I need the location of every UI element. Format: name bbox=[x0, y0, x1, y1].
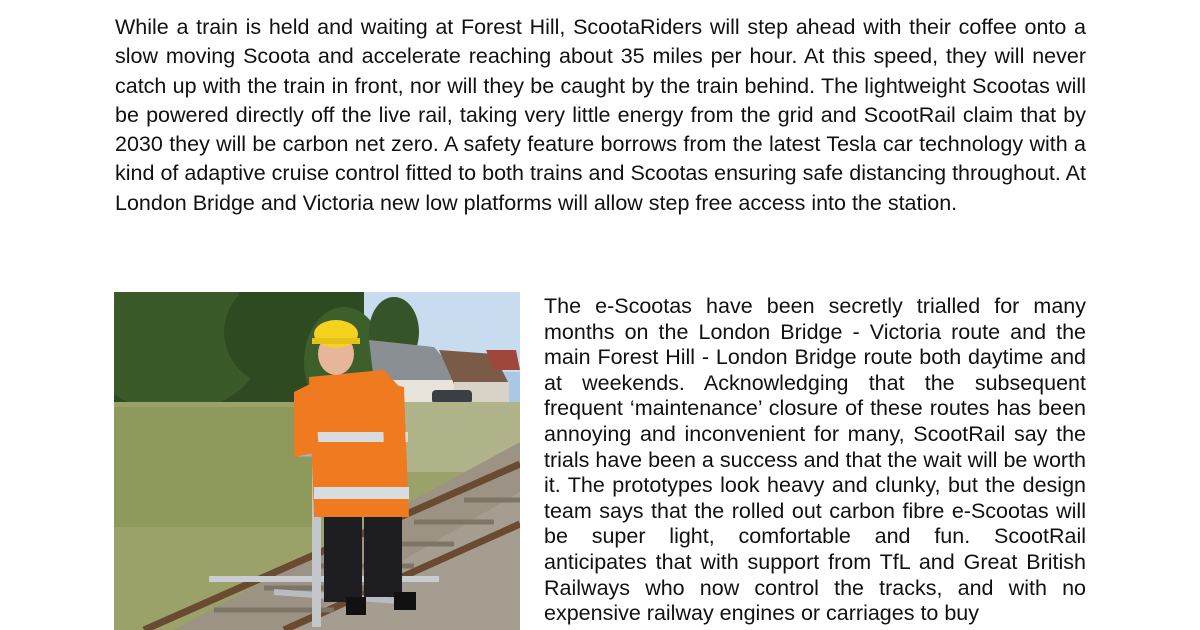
article-paragraph-trials: The e-Scootas have been secretly trialled for many months on the London Bridge - Victoria route and the main Forest Hill - London Bridge route both daytime and at weekends. Acknowledging that the subsequent frequent ‘maintenance’ closure of these routes has been annoying and inconvenient for many, ScootRail say the trials have been a success and that the wait will be worth it. The prototypes look heavy and clunky, but the design team says that the rolled out carbon fibre e-Scootas will be super light, comfortable and fun. ScootRail anticipates that with support from TfL and Great British Railways who now control the tracks, and with no expensive railway engines or carriages to buy bbox=[544, 294, 1086, 626]
article-paragraph-intro: While a train is held and waiting at Forest Hill, ScootaRiders will step ahead with their coffee onto a slow moving Scoota and accelerate reaching about 35 miles per hour. At this speed, they will never catch up with the train in front, nor will they be caught by the train behind. The lightweight Scootas will be powered directly off the live rail, taking very little energy from the grid and ScootRail claim that by 2030 they will be carbon net zero. A safety feature borrows from the latest Tesla car technology with a kind of adaptive cruise control fitted to both trains and Scootas ensuring safe distancing throughout. At London Bridge and Victoria new low platforms will allow step free access into the station. bbox=[115, 15, 1086, 215]
article-photo-rail-scooter bbox=[114, 292, 520, 630]
